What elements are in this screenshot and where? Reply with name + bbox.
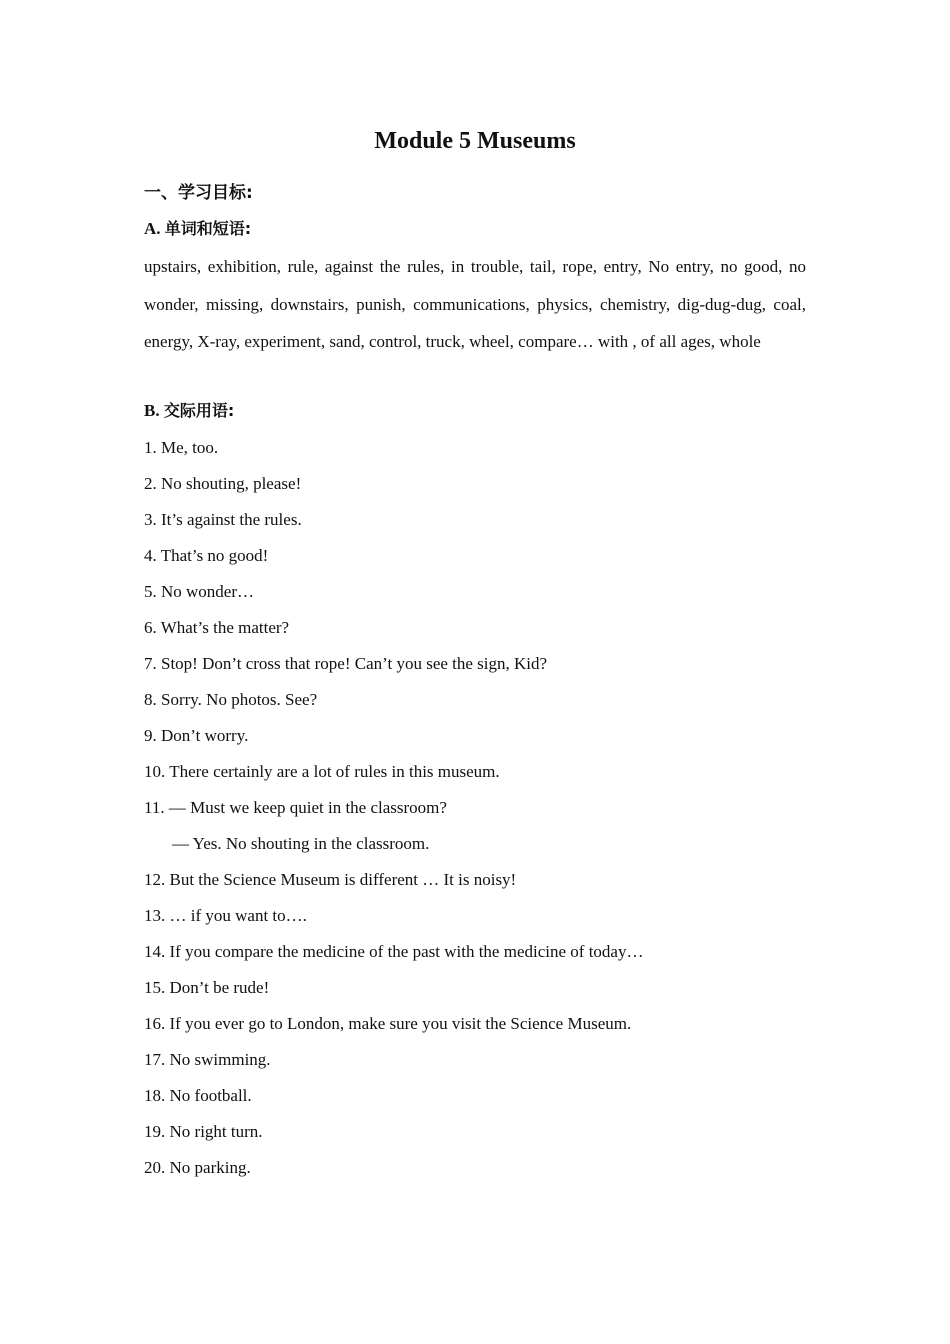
expression-item-5: 5. No wonder…: [144, 582, 255, 601]
expression-item-10: 10. There certainly are a lot of rules in this museum.: [144, 762, 500, 781]
subheading-expressions: [144, 399, 234, 423]
subheading-vocabulary: [144, 217, 251, 241]
expression-item-16: 16. If you ever go to London, make sure you visit the Science Museum.: [144, 1014, 632, 1033]
expression-item-18: 18. No football.: [144, 1086, 252, 1105]
section-heading-objectives: 一、学习目标:: [144, 183, 253, 203]
page-title: Module 5 Museums: [374, 128, 576, 154]
expression-item-14: 14. If you compare the medicine of the past with the medicine of today…: [144, 942, 644, 961]
subheading-expressions-text: 交际用语:: [163, 401, 235, 420]
expression-item-8: 8. Sorry. No photos. See?: [144, 690, 318, 709]
subheading-vocabulary-text: 单词和短语:: [164, 219, 252, 238]
expressions-list: [144, 430, 643, 1186]
expression-item-20: 20. No parking.: [144, 1158, 251, 1177]
expression-item-4: 4. That’s no good!: [144, 546, 269, 565]
expression-item-2: 2. No shouting, please!: [144, 474, 302, 493]
expression-item-11-reply: — Yes. No shouting in the classroom.: [172, 834, 430, 853]
expression-item-7: 7. Stop! Don’t cross that rope! Can’t you see the sign, Kid?: [144, 654, 548, 673]
expression-item-13: 13. … if you want to….: [144, 906, 307, 925]
expression-item-15: 15. Don’t be rude!: [144, 978, 270, 997]
subheading-expressions-label: B.: [144, 401, 160, 420]
expression-item-11: 11. — Must we keep quiet in the classroom?: [144, 798, 447, 817]
expression-item-6: 6. What’s the matter?: [144, 618, 290, 637]
subheading-vocabulary-label: A.: [144, 219, 161, 238]
expression-item-12: 12. But the Science Museum is different … It is noisy!: [144, 870, 517, 889]
expression-item-19: 19. No right turn.: [144, 1122, 263, 1141]
expression-item-17: 17. No swimming.: [144, 1050, 271, 1069]
vocabulary-paragraph: upstairs, exhibition, rule, against the rules, in trouble, tail, rope, entry, No entry, no good, no wonder, missing, downstairs, punish, communications, physics, chemistry, dig-dug-dug, coal, energy, X-ray, experiment, sand, control, truck, wheel, compare… with , of all ages, whole: [144, 257, 806, 351]
expression-item-1: 1. Me, too.: [144, 438, 219, 457]
expression-item-3: 3. It’s against the rules.: [144, 510, 302, 529]
expression-item-9: 9. Don’t worry.: [144, 726, 249, 745]
